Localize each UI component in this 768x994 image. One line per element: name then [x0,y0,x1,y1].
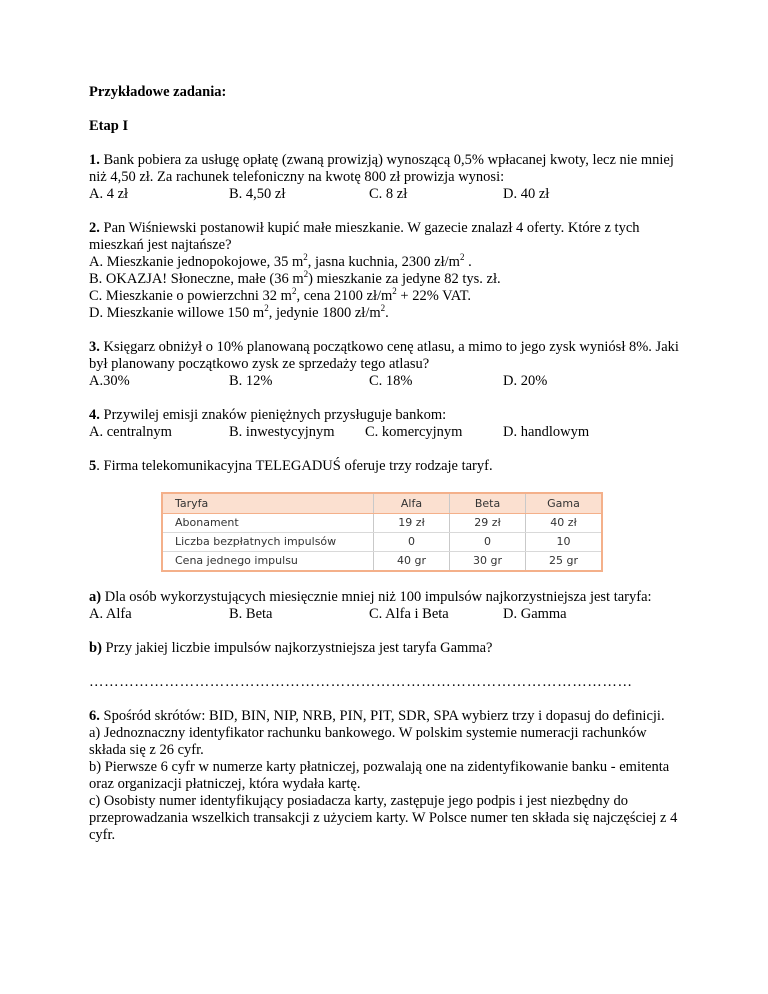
table-row [162,514,602,533]
table-cell: 19 zł [374,514,450,533]
question-text: Przy jakiej liczbie impulsów najkorzystniejsza jest taryfa Gamma? [101,640,493,656]
table-row [162,552,602,572]
option-c: C. 8 zł [369,186,408,202]
answer-line[interactable]: ……………………………………………………………………………………………… [89,674,633,690]
question-2 [89,220,679,254]
option-b: B. 4,50 zł [229,186,286,202]
option-c: C. 18% [369,373,413,389]
question-number: 4. [89,407,100,423]
option-d: D. 40 zł [503,186,550,202]
table-cell: Cena jednego impulsu [175,554,298,567]
question-text: Dla osób wykorzystujących miesięcznie mniej niż 100 impulsów najkorzystniejsza jest taryfa: [101,589,652,605]
question-1 [89,152,679,186]
question-number: 6. [89,708,100,724]
table-cell: 25 gr [526,552,603,572]
document-content [89,84,679,844]
tariff-table [161,492,603,572]
stage-heading: Etap I [89,118,129,134]
answer-options [89,606,679,623]
subquestion-label: b) [89,640,102,656]
definition-c: c) Osobisty numer identyfikujący posiadacza karty, zastępuje jego podpis i jest niezbędny do przeprowadzania wszelkich transakcji z użyciem karty. W Polsce numer ten składa się najczęściej z 4 cyfr. [89,793,678,843]
question-number: 2. [89,220,100,236]
question-text: Spośród skrótów: BID, BIN, NIP, NRB, PIN, PIT, SDR, SPA wybierz trzy i dopasuj do definicji. [99,708,665,724]
table-cell: 0 [374,533,450,552]
table-cell: 10 [526,533,603,552]
answer-options [89,424,679,441]
option-a: A. 4 zł [89,186,129,202]
question-text: Przywilej emisji znaków pieniężnych przysługuje bankom: [99,407,447,423]
subquestion-label: a) [89,589,102,605]
table-cell: 40 zł [526,514,603,533]
table-cell: 40 gr [374,552,450,572]
question-5a [89,589,679,606]
question-text: . Firma telekomunikacyjna TELEGADUŚ oferuje trzy rodzaje taryf. [96,458,493,474]
table-header-cell: Gama [526,493,603,514]
option-d: D. Mieszkanie willowe 150 $m^2$, jedynie 1800 $zł/m^2$. [89,303,389,321]
question-4 [89,407,679,424]
question-text: Bank pobiera za usługę opłatę (zwaną prowizją) wynoszącą 0,5% wpłacanej kwoty, lecz nie mniej niż 4,50 zł. Za rachunek telefoniczny na kwotę 800 zł prowizja wynosi: [89,152,674,185]
question-6 [89,708,679,725]
section-heading: Przykładowe zadania: [89,84,227,100]
option-a: A. centralnym [89,424,172,440]
table-cell: Liczba bezpłatnych impulsów [162,533,374,552]
option-d: D. 20% [503,373,548,389]
table-header-cell: Taryfa [162,493,374,514]
question-number: 5 [89,458,97,474]
table-cell: 29 zł [450,514,526,533]
option-b: B. 12% [229,373,273,389]
table-cell: 0 [450,533,526,552]
option-b: B. Beta [229,606,273,622]
option-c: C. komercyjnym [365,424,463,440]
table-header-cell: Beta [450,493,526,514]
question-3 [89,339,679,373]
definition-a: a) Jednoznaczny identyfikator rachunku bankowego. W polskim systemie numeracji rachunków składa się z 26 cyfr. [89,725,647,758]
question-text: Pan Wiśniewski postanowił kupić małe mieszkanie. W gazecie znalazł 4 oferty. Które z tych mieszkań jest najtańsze? [89,220,640,253]
answer-options [89,186,679,203]
table-cell: 30 gr [450,552,526,572]
answer-options [89,373,679,390]
question-text: Księgarz obniżył o 10% planowaną początkowo cenę atlasu, a mimo to jego zysk wyniósł 8%. Jaki był planowany początkowo zysk ze sprzedaży tego atlasu? [89,339,679,372]
option-d: D. handlowym [503,424,590,440]
question-number: 1. [89,152,100,168]
option-a: A. Mieszkanie jednopokojowe, 35 $m^2$, jasna kuchnia, 2300 $zł/m^2$ . [89,252,472,270]
table-header-cell: Alfa [374,493,450,514]
option-a: A.30% [89,373,130,389]
question-5b [89,640,679,657]
table-header-row [162,493,602,514]
option-b: B. OKAZJA! Słoneczne, małe (36 $m^2$) mieszkanie za jedyne 82 tys. zł. [89,269,501,287]
question-number: 3. [89,339,100,355]
option-a: A. Alfa [89,606,132,622]
option-d: D. Gamma [503,606,567,622]
option-b: B. inwestycyjnym [229,424,335,440]
option-c: C. Mieszkanie o powierzchni 32 $m^2$, cena 2100 $zł/m^2 + 22\%$ VAT. [89,286,472,304]
table-row [162,533,602,552]
question-5 [89,458,679,475]
tariff-table-wrapper [161,492,679,572]
table-cell: Abonament [162,514,374,533]
definition-b: b) Pierwsze 6 cyfr w numerze karty płatniczej, pozwalają one na zidentyfikowanie banku - emitenta oraz organizacji płatniczej, która wydała kartę. [89,759,670,792]
option-c: C. Alfa i Beta [369,606,449,622]
